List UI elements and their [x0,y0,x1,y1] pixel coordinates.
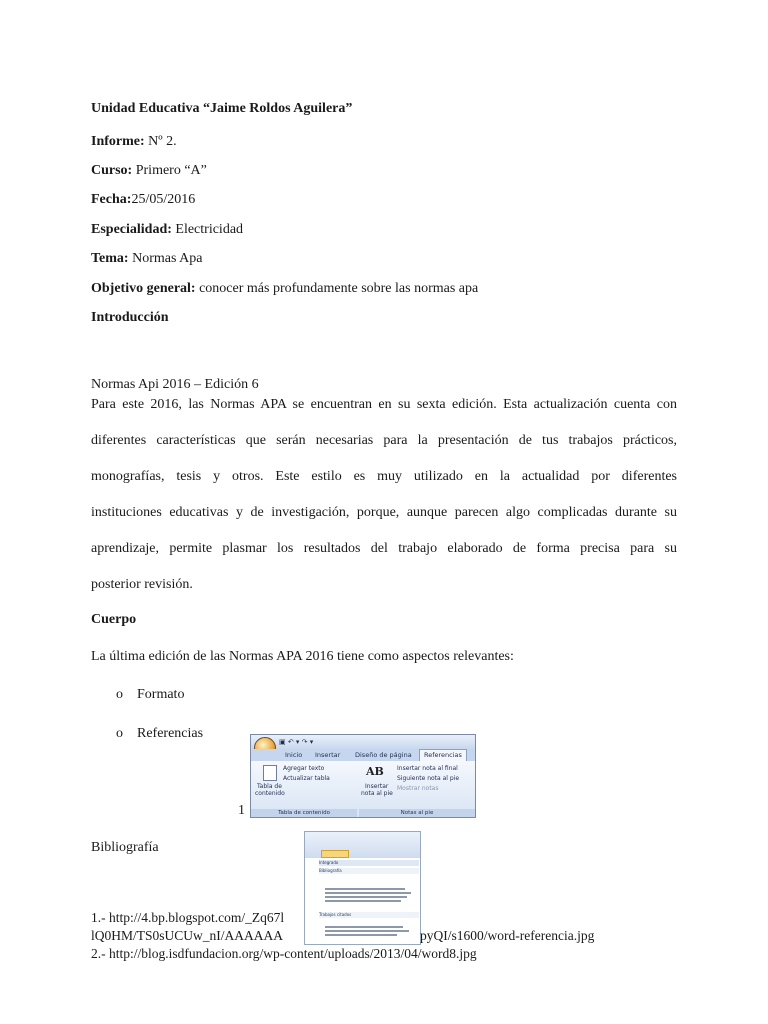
field-value: 25/05/2016 [131,192,196,207]
paragraph-line: monografías, tesis y otros. Este estilo es muy utilizado en la actualidad por diferentes [91,469,677,484]
field-objetivo [91,281,478,297]
tab-inicio: Inicio [285,751,303,759]
insert-label-2: nota al pie [361,790,393,797]
heading-cuerpo: Cuerpo [91,612,137,627]
school-title: Unidad Educativa “Jaime Roldos Aguilera” [91,101,353,116]
bibliography-screenshot-image [304,831,421,945]
intro-paragraph [91,398,677,614]
text-line [325,900,401,902]
bullet-text: Referencias [137,726,204,741]
text-line [325,934,397,936]
paragraph-line: Para este 2016, las Normas APA se encuentran en su sexta edición. Esta actualización cuenta con [91,397,677,412]
field-value: Normas Apa [128,251,203,266]
trabajos-label: Trabajos citados [319,912,352,917]
bullet-text: Formato [137,687,185,702]
bibliography-section-trabajos [319,912,419,918]
field-value: Electricidad [171,222,244,237]
insert-endnote-label: Insertar nota al final [397,765,458,772]
group-toc-label: Tabla de contenido [251,809,357,817]
field-informe [91,134,177,150]
toc-label-2: contenido [255,790,285,797]
field-label: Objetivo general: [91,281,196,296]
paragraph-line: instituciones educativas y de investigación, porque, aunque parecen algo complicadas durante su [91,505,677,520]
heading-bibliografia: Bibliografía [91,840,159,855]
field-especialidad [91,222,243,238]
paragraph-line: posterior revisión. [91,577,193,592]
ribbon-body [251,761,475,817]
field-value: Primero “A” [132,163,207,178]
tab-insertar: Insertar [315,751,341,759]
bibliography-section-bibliografia [319,868,419,874]
quick-access-toolbar-icon: ▣ ↶ ▾ ↷ ▾ [279,738,314,746]
bibliografia-label: Bibliografía [319,868,342,873]
add-text-label: Agregar texto [283,765,325,772]
footnote-ab-icon: AB [366,765,384,778]
field-value: conocer más profundamente sobre las normas apa [195,281,479,296]
field-label: Fecha: [91,192,132,207]
bullet-item-formato [116,687,184,703]
next-note-label: Siguiente nota al pie [397,775,460,782]
footnote-2: 2.- http://blog.isdfundacion.org/wp-content/uploads/2013/04/word8.jpg [91,946,477,961]
insert-label-1: Insertar [365,783,389,790]
footnote-1-part-3: pyQI/s1600/word-referencia.jpg [420,928,595,943]
tab-referencias: Referencias [419,749,467,764]
text-line [325,888,405,890]
integrado-label: Integrado [319,860,339,865]
tab-diseno: Diseño de página [355,751,412,759]
paragraph-line: diferentes características que serán necesarias para la presentación de tus trabajos prácticos, [91,433,677,448]
group-notes-label: Notas al pie [359,809,475,817]
field-curso [91,163,207,179]
field-label: Curso: [91,163,133,178]
bullet-marker: o [116,726,123,741]
text-line [325,926,403,928]
field-fecha [91,192,195,208]
footnote-1-part-1: 1.- http://4.bp.blogspot.com/_Zq67l [91,910,285,925]
update-table-label: Actualizar tabla [283,775,330,782]
toc-label-1: Tabla de [257,783,282,790]
intro-subtitle: Normas Api 2016 – Edición 6 [91,377,259,392]
text-line [325,930,409,932]
field-tema [91,251,202,267]
field-value: Nº 2. [144,134,177,149]
show-notes-label: Mostrar notas [397,785,439,792]
heading-introduccion: Introducción [91,310,169,325]
bibliography-button-highlight [321,850,349,858]
body-lead: La última edición de las Normas APA 2016 tiene como aspectos relevantes: [91,649,514,664]
paragraph-line: aprendizaje, permite plasmar los resultados del trabajo elaborado de forma precisa para su [91,541,677,556]
bibliography-section-integrado [319,860,419,866]
bullet-marker: o [116,687,123,702]
text-line [325,896,407,898]
field-label: Tema: [91,251,129,266]
toc-icon [263,765,277,781]
ribbon-screenshot-image [250,734,476,818]
bullet-item-referencias [116,726,203,742]
footnote-ref-1: 1 [238,803,245,818]
footnote-1-part-2: lQ0HM/TS0sUCUw_nI/AAAAAA [91,928,284,943]
field-label: Especialidad: [91,222,172,237]
ribbon-tabs [251,749,475,761]
field-label: Informe: [91,134,145,149]
text-line [325,892,411,894]
